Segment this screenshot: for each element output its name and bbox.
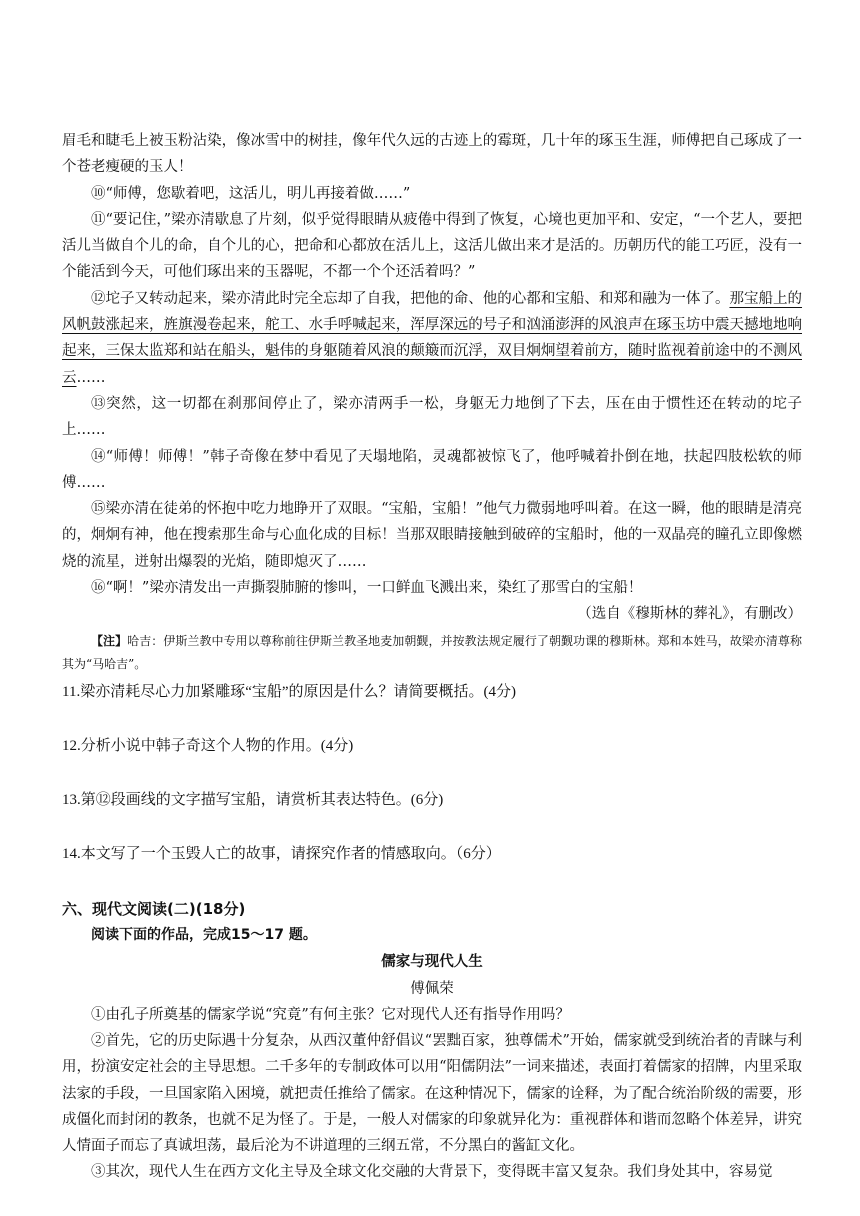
underlined-passage: 那宝船上的风帆鼓涨起来，旌旗漫卷起来，舵工、水手呼喊起来，浑厚深远的号子和汹涌澎湃的风浪声在琢玉坊中震天撼地地响起来，三保太监郑和站在船头，魁伟的身躯随着风浪的颠簸而沉浮，双目炯炯望着前方，随时监视着前途中的不测风云	[62, 290, 803, 386]
paragraph-continued: 眉毛和睫毛上被玉粉沾染，像冰雪中的树挂，像年代久远的古迹上的霉斑，几十年的琢玉生涯，师傅把自己琢成了一个苍老瘦硬的玉人！	[62, 133, 802, 176]
paragraph-13: ⑬突然，这一切都在刹那间停止了，梁亦清两手一松，身躯无力地倒了下去，压在由于惯性还在转动的坨子上……	[62, 395, 802, 439]
paragraph-16: ⑯“啊！”梁亦清发出一声撕裂肺腑的惨叫，一口鲜血飞溅出来，染红了那雪白的宝船！	[91, 580, 643, 597]
question-14: 14.本文写了一个玉毁人亡的故事，请探究作者的情感取向。（6分）	[62, 845, 501, 862]
paragraph-12-ellipsis: ……	[76, 369, 106, 386]
question-13: 13.第⑫段画线的文字描写宝船，请赏析其表达特色。(6分)	[62, 791, 444, 808]
paragraph-10: ⑩“师傅，您歇着吧，这活儿，明儿再接着做……”	[91, 185, 411, 202]
paragraph-12	[62, 286, 802, 391]
question-12: 12.分析小说中韩子奇这个人物的作用。(4分)	[62, 737, 354, 754]
footnote-text: 哈吉：伊斯兰教中专用以尊称前往伊斯兰教圣地麦加朝觐，并按教法规定履行了朝觐功课的穆斯林。郑和本姓马，故梁亦清尊称其为“马哈吉”。	[62, 633, 802, 671]
paragraph-15: ⑮梁亦清在徒弟的怀抱中吃力地睁开了双眼。“宝船，宝船！”他气力微弱地呼叫着。在这一瞬，他的眼睛是清亮的，炯炯有神，他在搜索那生命与心血化成的目标！当那双眼睛接触到破碎的宝船时，他的一双晶亮的瞳孔立即像燃烧的流星，迸射出爆裂的光焰，随即熄灭了……	[62, 501, 802, 570]
question-11: 11.梁亦清耗尽心力加紧雕琢“宝船”的原因是什么？请简要概括。(4分)	[62, 683, 517, 700]
section-heading: 六、现代文阅读(二)(18分)	[62, 899, 246, 918]
document-page	[62, 128, 802, 1186]
section-instruction: 阅读下面的作品，完成15～17 题。	[91, 926, 317, 943]
paragraph-14: ⑭“师傅！师傅！”韩子奇像在梦中看见了天塌地陷，灵魂都被惊飞了，他呼喊着扑倒在地，扶起四肢松软的师傅……	[62, 448, 802, 491]
paragraph-11: ⑪“要记住，”梁亦清歇息了片刻，似乎觉得眼睛从疲倦中得到了恢复，心境也更加平和、安定，“一个艺人，要把活儿当做自个儿的命，自个儿的心，把命和心都放在活儿上，这活儿做出来才是活的。历朝历代的能工巧匠，没有一个能活到今天，可他们琢出来的玉器呢，不都一个个还活着吗？”	[62, 211, 802, 281]
article-title: 儒家与现代人生	[381, 953, 483, 970]
article-paragraph-3: ③其次，现代人生在西方文化主导及全球文化交融的大背景下，变得既丰富又复杂。我们身处其中，容易觉	[91, 1164, 773, 1181]
footnote	[62, 630, 802, 676]
article-author: 傅佩荣	[410, 980, 454, 997]
article-paragraph-1: ①由孔子所奠基的儒家学说“究竟”有何主张？它对现代人还有指导作用吗？	[91, 1006, 570, 1023]
paragraph-12-text: ⑫坨子又转动起来，梁亦清此时完全忘却了自我，把他的命、他的心都和宝船、和郑和融为一体了。	[91, 290, 730, 307]
article-paragraph-2: ②首先，它的历史际遇十分复杂，从西汉董仲舒倡议“罢黜百家，独尊儒术”开始，儒家就受到统治者的青睐与利用，扮演安定社会的主导思想。二千多年的专制政体可以用“阳儒阴法”一词来描述，表面打着儒家的招牌，内里采取法家的手段，一旦国家陷入困境，就把责任推给了儒家。在这种情况下，儒家的诠释，为了配合统治阶级的需要，形成僵化而封闭的教条，也就不足为怪了。于是，一般人对儒家的印象就异化为：重视群体和谐而忽略个体差异，讲究人情面子而忘了真诚坦荡，最后沦为不讲道理的三纲五常，不分黑白的酱缸文化。	[62, 1032, 802, 1155]
source-citation: （选自《穆斯林的葬礼》，有删改）	[577, 606, 802, 623]
footnote-label: 【注】	[91, 633, 128, 648]
